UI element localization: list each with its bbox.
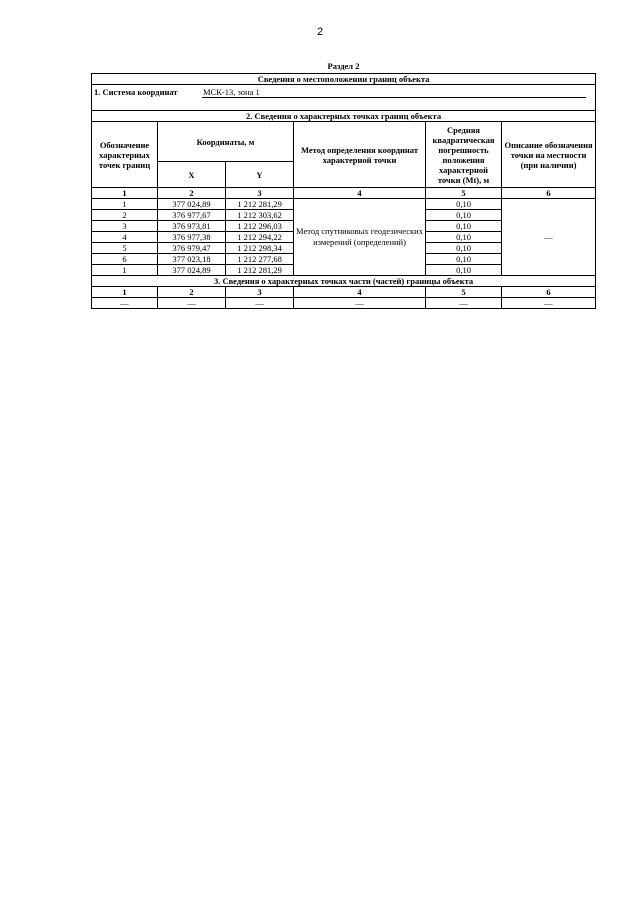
- y-cell: 1 212 303,62: [226, 210, 294, 221]
- error-cell: 0,10: [426, 221, 502, 232]
- point-cell: 6: [92, 254, 158, 265]
- part-cell: —: [294, 298, 426, 309]
- point-cell: 3: [92, 221, 158, 232]
- y-cell: 1 212 298,34: [226, 243, 294, 254]
- column-number: 2: [158, 188, 226, 199]
- column-number: 6: [502, 188, 596, 199]
- column-number: 6: [502, 287, 596, 298]
- x-cell: 376 973,81: [158, 221, 226, 232]
- error-cell: 0,10: [426, 265, 502, 276]
- x-cell: 377 023,18: [158, 254, 226, 265]
- column-number: 3: [226, 188, 294, 199]
- subsection3-title: 3. Сведения о характерных точках части (частей) границы объекта: [92, 276, 596, 287]
- x-cell: 376 979,47: [158, 243, 226, 254]
- y-cell: 1 212 281,29: [226, 199, 294, 210]
- x-cell: 376 977,38: [158, 232, 226, 243]
- part-cell: —: [92, 298, 158, 309]
- column-number: 1: [92, 188, 158, 199]
- column-number: 1: [92, 287, 158, 298]
- coordinate-system-row: [92, 85, 596, 111]
- y-cell: 1 212 294,22: [226, 232, 294, 243]
- part-cell: —: [426, 298, 502, 309]
- y-cell: 1 212 281,29: [226, 265, 294, 276]
- header-method: Метод определения координат характерной точки: [294, 122, 426, 188]
- part-cell: —: [502, 298, 596, 309]
- y-cell: 1 212 277,68: [226, 254, 294, 265]
- error-cell: 0,10: [426, 243, 502, 254]
- x-cell: 377 024,89: [158, 265, 226, 276]
- error-cell: 0,10: [426, 199, 502, 210]
- point-cell: 4: [92, 232, 158, 243]
- part-cell: —: [226, 298, 294, 309]
- header-y: Y: [226, 162, 294, 188]
- header-coordinates: Координаты, м: [158, 122, 294, 162]
- subsection2-title: 2. Сведения о характерных точках границ объекта: [92, 111, 596, 122]
- x-cell: 376 977,67: [158, 210, 226, 221]
- header-description: Описание обозначения точки на местности (при наличии): [502, 122, 596, 188]
- point-cell: 1: [92, 199, 158, 210]
- description-cell: —: [502, 199, 596, 276]
- coordinate-system-label: 1. Система координат: [94, 87, 178, 97]
- header-x: X: [158, 162, 226, 188]
- y-cell: 1 212 296,03: [226, 221, 294, 232]
- section-title: Раздел 2: [327, 61, 360, 71]
- column-number: 2: [158, 287, 226, 298]
- page-number: 2: [316, 26, 324, 38]
- method-cell: Метод спутниковых геодезических измерений (определений): [294, 199, 426, 276]
- table-row: [92, 199, 596, 210]
- point-cell: 5: [92, 243, 158, 254]
- column-number: 4: [294, 287, 426, 298]
- header-error: Средняя квадратическая погрешность положения характерной точки (Mt), м: [426, 122, 502, 188]
- error-cell: 0,10: [426, 254, 502, 265]
- boundary-table: [91, 73, 596, 309]
- error-cell: 0,10: [426, 232, 502, 243]
- column-number: 5: [426, 287, 502, 298]
- column-number: 4: [294, 188, 426, 199]
- part-cell: —: [158, 298, 226, 309]
- point-cell: 1: [92, 265, 158, 276]
- coordinate-system-value: МСК-13, зона 1: [202, 87, 586, 98]
- column-number: 3: [226, 287, 294, 298]
- point-cell: 2: [92, 210, 158, 221]
- header-point: Обозначение характерных точек границ: [92, 122, 158, 188]
- table-title: Сведения о местоположении границ объекта: [92, 74, 596, 85]
- table-row: [92, 298, 596, 309]
- error-cell: 0,10: [426, 210, 502, 221]
- x-cell: 377 024,89: [158, 199, 226, 210]
- column-number: 5: [426, 188, 502, 199]
